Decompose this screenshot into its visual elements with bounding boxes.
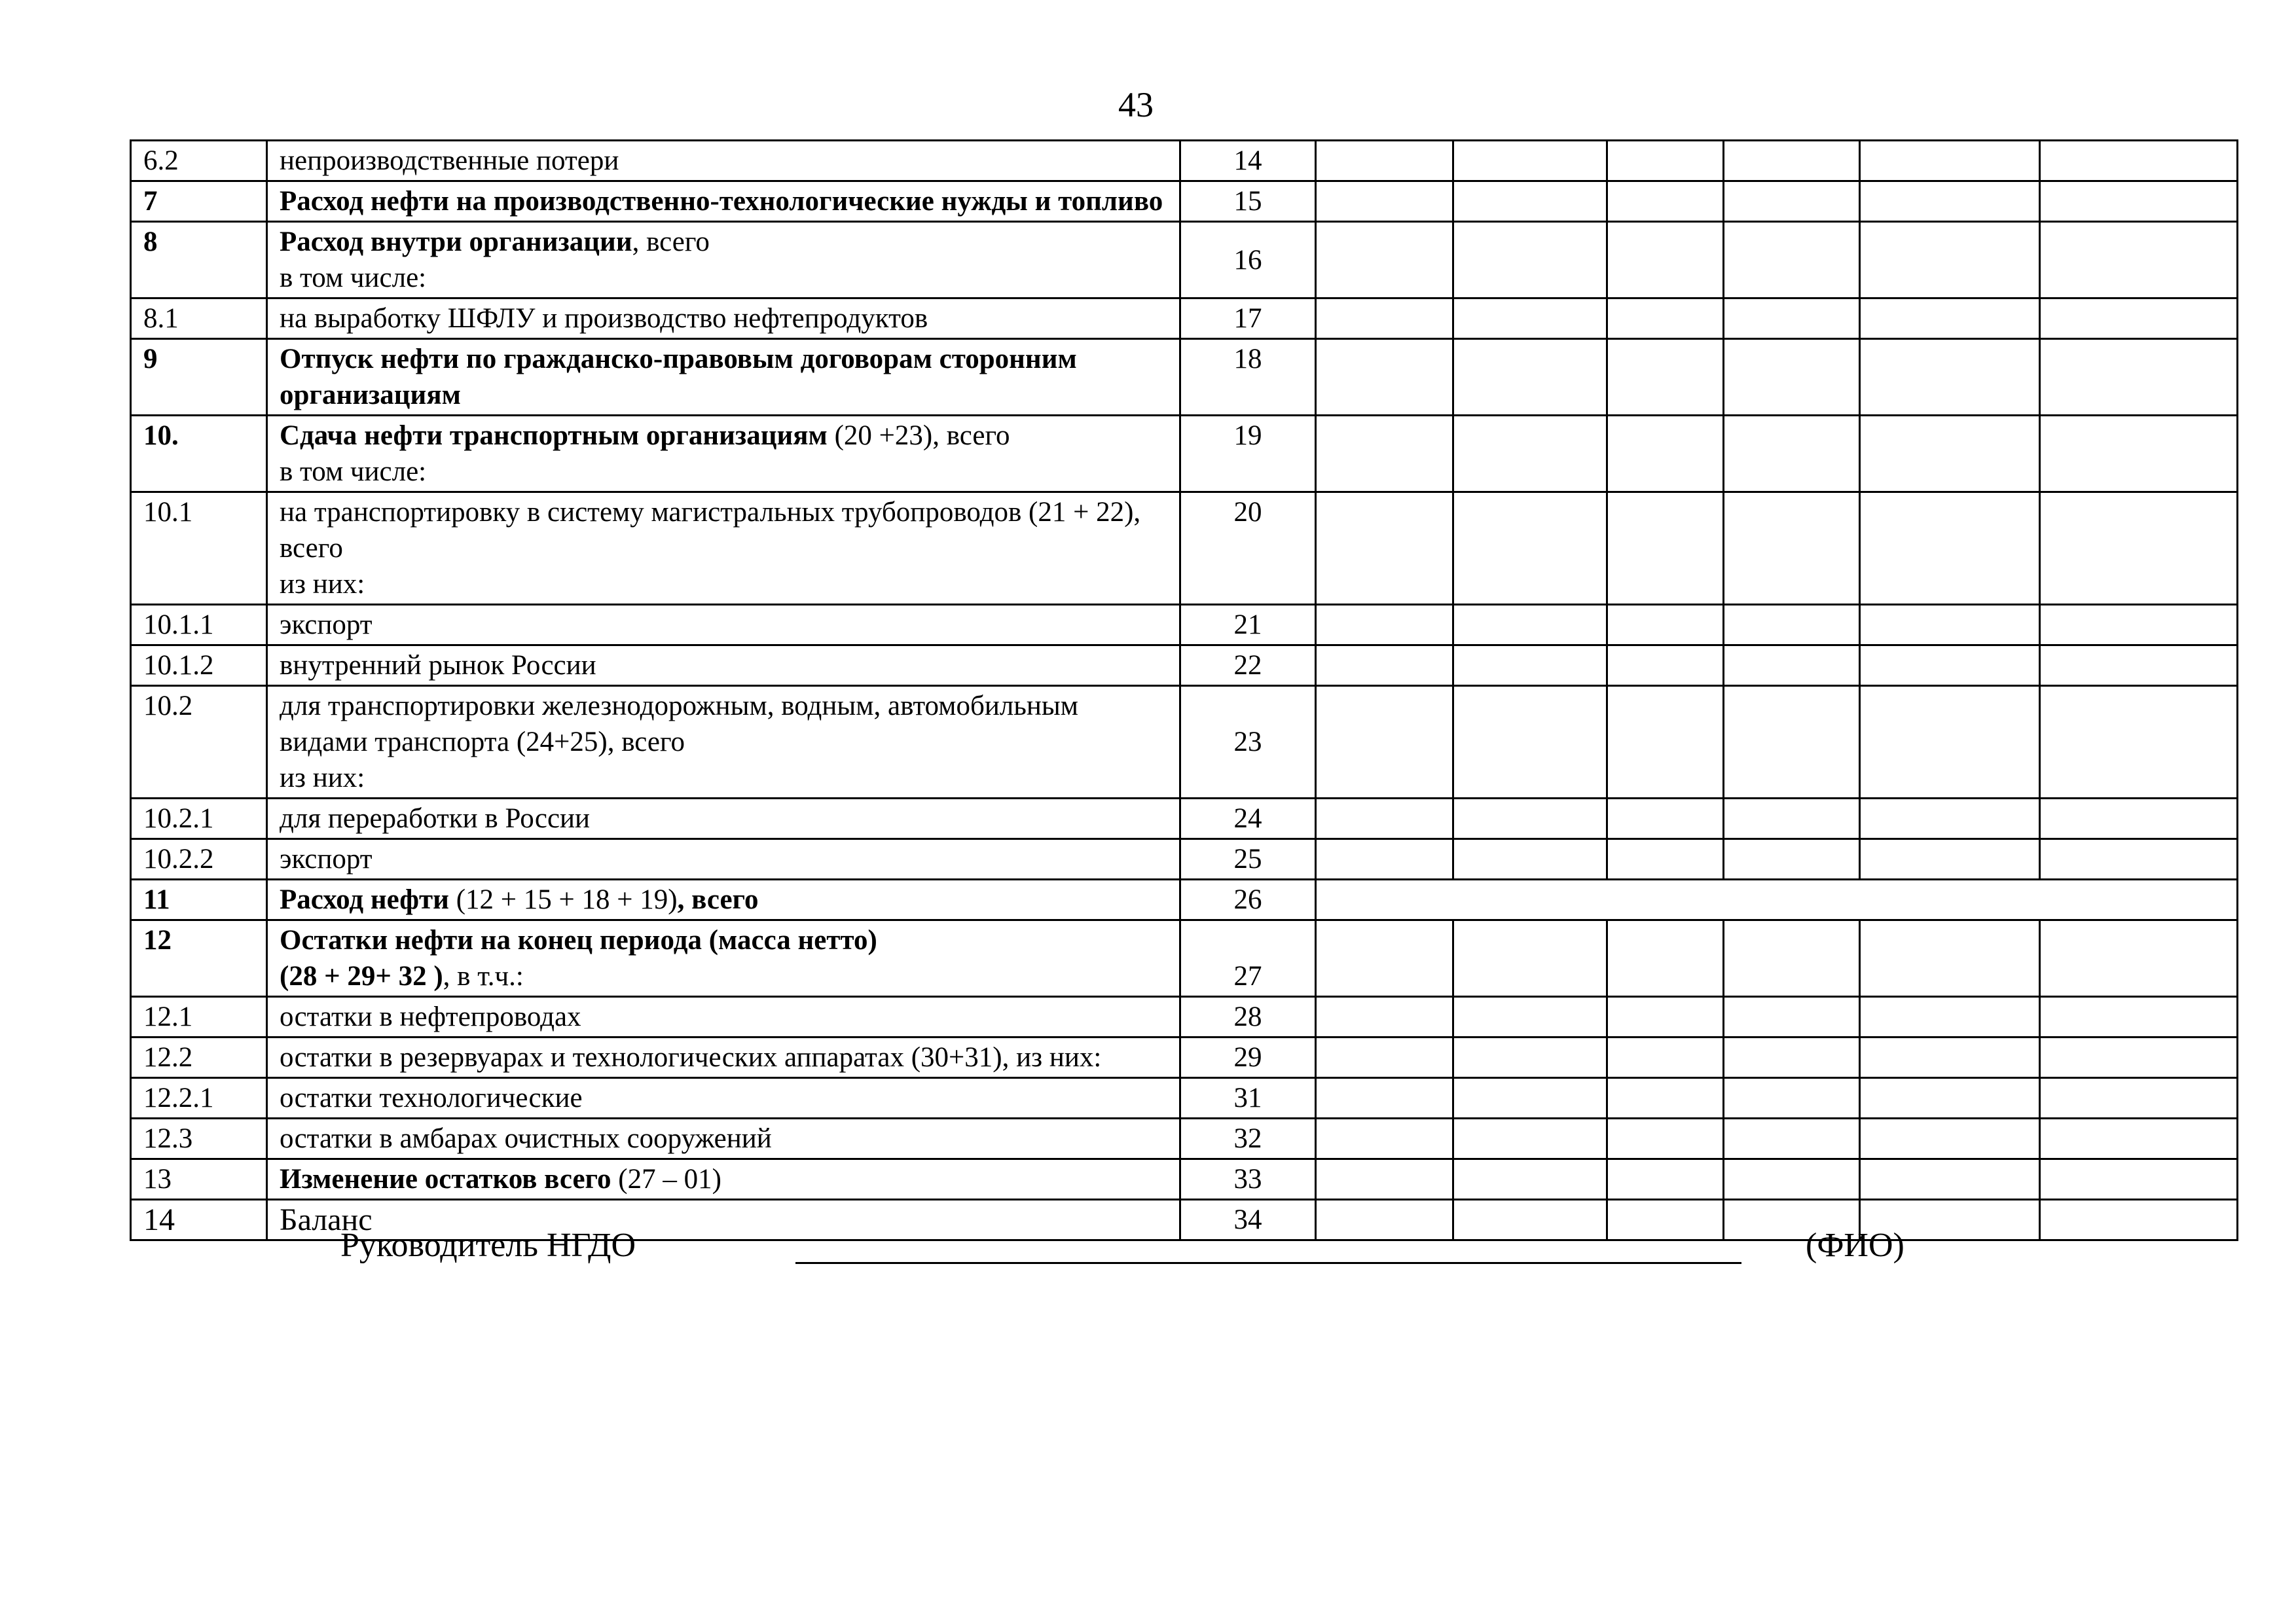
value-cell <box>1316 416 1453 492</box>
value-cell <box>1860 1078 2040 1119</box>
indicator-text: (27 – 01) <box>611 1164 721 1195</box>
row-code: 29 <box>1180 1038 1316 1078</box>
value-cell <box>1453 920 1607 997</box>
table-row <box>131 416 2238 492</box>
value-cell <box>1860 416 2040 492</box>
value-cell <box>1607 605 1724 645</box>
row-number: 10.1.1 <box>131 605 267 645</box>
value-cell <box>1860 1159 2040 1200</box>
row-number: 12.1 <box>131 997 267 1038</box>
row-indicator <box>267 686 1180 799</box>
value-cell <box>2040 645 2238 686</box>
value-cell <box>1860 1119 2040 1159</box>
value-cell <box>1316 605 1453 645</box>
row-number: 10.2 <box>131 686 267 799</box>
value-cell <box>1453 1119 1607 1159</box>
row-code: 28 <box>1180 997 1316 1038</box>
value-cell <box>1607 997 1724 1038</box>
value-cell <box>1860 605 2040 645</box>
value-cell <box>1607 1078 1724 1119</box>
value-cell <box>1453 141 1607 181</box>
value-cell <box>1724 997 1860 1038</box>
value-cell <box>1316 1200 1453 1240</box>
row-indicator <box>267 605 1180 645</box>
value-cell <box>1316 920 1453 997</box>
value-cell <box>1607 1159 1724 1200</box>
value-cell <box>2040 141 2238 181</box>
value-cell <box>1316 141 1453 181</box>
row-code: 23 <box>1180 686 1316 799</box>
indicator-text: экспорт <box>280 844 373 875</box>
indicator-text: внутренний рынок России <box>280 650 596 681</box>
value-cell <box>1607 645 1724 686</box>
value-cell <box>1316 181 1453 222</box>
value-cell <box>2040 298 2238 339</box>
indicator-text: Сдача нефти транспортным организациям <box>280 420 828 451</box>
value-cell <box>1316 1119 1453 1159</box>
row-indicator <box>267 141 1180 181</box>
row-code: 20 <box>1180 492 1316 605</box>
indicator-text: (12 + 15 + 18 + 19) <box>448 884 678 915</box>
value-cell <box>1724 686 1860 799</box>
value-cell <box>1316 339 1453 416</box>
table-row <box>131 298 2238 339</box>
row-code: 19 <box>1180 416 1316 492</box>
indicator-text: , всего <box>677 884 759 915</box>
row-indicator <box>267 920 1180 997</box>
value-cell <box>1316 222 1453 298</box>
row-number: 11 <box>131 880 267 920</box>
value-cell <box>1724 605 1860 645</box>
value-cell <box>2040 1038 2238 1078</box>
value-cell <box>1316 298 1453 339</box>
value-cell <box>1607 1200 1724 1240</box>
indicator-text: Отпуск нефти по гражданско-правовым договорам сторонним организациям <box>280 344 1077 410</box>
table-row <box>131 799 2238 839</box>
table-row <box>131 686 2238 799</box>
indicator-text: , всего <box>632 226 710 257</box>
row-indicator <box>267 880 1180 920</box>
row-code: 24 <box>1180 799 1316 839</box>
merged-empty-cell <box>1316 880 2238 920</box>
value-cell <box>2040 339 2238 416</box>
row-number: 12.2 <box>131 1038 267 1078</box>
value-cell <box>1316 997 1453 1038</box>
value-cell <box>2040 181 2238 222</box>
row-code: 15 <box>1180 181 1316 222</box>
row-number: 12.3 <box>131 1119 267 1159</box>
value-cell <box>1453 181 1607 222</box>
indicator-text: Баланс <box>280 1202 373 1237</box>
row-indicator <box>267 839 1180 880</box>
indicator-text: остатки в резервуарах и технологических аппаратах (30+31), из них: <box>280 1042 1102 1073</box>
table-row <box>131 997 2238 1038</box>
value-cell <box>1724 181 1860 222</box>
row-code: 32 <box>1180 1119 1316 1159</box>
value-cell <box>1724 339 1860 416</box>
value-cell <box>1860 839 2040 880</box>
indicator-text: Расход внутри организации <box>280 226 632 257</box>
value-cell <box>1724 141 1860 181</box>
value-cell <box>2040 416 2238 492</box>
table-row <box>131 222 2238 298</box>
value-cell <box>2040 686 2238 799</box>
value-cell <box>2040 997 2238 1038</box>
value-cell <box>1453 1159 1607 1200</box>
indicator-text: из них: <box>280 763 365 793</box>
row-code: 26 <box>1180 880 1316 920</box>
value-cell <box>1453 799 1607 839</box>
value-cell <box>1860 141 2040 181</box>
value-cell <box>2040 222 2238 298</box>
row-code: 14 <box>1180 141 1316 181</box>
indicator-text: непроизводственные потери <box>280 145 619 176</box>
value-cell <box>1453 686 1607 799</box>
row-indicator <box>267 645 1180 686</box>
row-number: 8.1 <box>131 298 267 339</box>
value-cell <box>1607 1119 1724 1159</box>
value-cell <box>1453 605 1607 645</box>
value-cell <box>1316 799 1453 839</box>
row-number: 12.2.1 <box>131 1078 267 1119</box>
page-number: 43 <box>1118 85 1154 124</box>
value-cell <box>1860 997 2040 1038</box>
value-cell <box>1316 686 1453 799</box>
indicator-text: для переработки в России <box>280 803 591 834</box>
indicator-text: остатки в нефтепроводах <box>280 1001 581 1032</box>
value-cell <box>1316 1159 1453 1200</box>
value-cell <box>1607 416 1724 492</box>
value-cell <box>1453 492 1607 605</box>
row-indicator <box>267 1078 1180 1119</box>
value-cell <box>1607 799 1724 839</box>
value-cell <box>1316 839 1453 880</box>
indicator-text: в том числе: <box>280 262 427 293</box>
value-cell <box>1860 492 2040 605</box>
value-cell <box>1607 492 1724 605</box>
indicator-text: в том числе: <box>280 456 427 487</box>
value-cell <box>1607 839 1724 880</box>
table-row <box>131 1038 2238 1078</box>
table-row <box>131 645 2238 686</box>
table-row <box>131 181 2238 222</box>
table-row <box>131 839 2238 880</box>
row-code: 31 <box>1180 1078 1316 1119</box>
value-cell <box>1860 686 2040 799</box>
row-code: 34 <box>1180 1200 1316 1240</box>
value-cell <box>1453 1200 1607 1240</box>
indicator-text: на выработку ШФЛУ и производство нефтепродуктов <box>280 303 928 334</box>
row-number: 10.1 <box>131 492 267 605</box>
row-indicator <box>267 492 1180 605</box>
value-cell <box>1860 339 2040 416</box>
signature-line <box>795 1262 1741 1264</box>
row-indicator <box>267 1159 1180 1200</box>
value-cell <box>1453 298 1607 339</box>
balance-table <box>130 139 2238 1241</box>
value-cell <box>2040 1078 2238 1119</box>
table-row <box>131 1078 2238 1119</box>
value-cell <box>1724 298 1860 339</box>
value-cell <box>1724 839 1860 880</box>
value-cell <box>1453 339 1607 416</box>
table-row <box>131 492 2238 605</box>
value-cell <box>1607 339 1724 416</box>
table-row <box>131 920 2238 997</box>
row-number: 12 <box>131 920 267 997</box>
value-cell <box>1607 686 1724 799</box>
value-cell <box>1724 1078 1860 1119</box>
row-code: 18 <box>1180 339 1316 416</box>
value-cell <box>2040 605 2238 645</box>
value-cell <box>1453 997 1607 1038</box>
value-cell <box>1453 839 1607 880</box>
row-number: 14 <box>131 1200 267 1240</box>
indicator-text: Расход нефти <box>280 884 449 915</box>
value-cell <box>1860 222 2040 298</box>
value-cell <box>1724 920 1860 997</box>
value-cell <box>1607 141 1724 181</box>
row-indicator <box>267 339 1180 416</box>
balance-table-body <box>131 141 2238 1240</box>
row-code: 21 <box>1180 605 1316 645</box>
row-indicator <box>267 298 1180 339</box>
table-row <box>131 1159 2238 1200</box>
row-code: 17 <box>1180 298 1316 339</box>
table-row <box>131 141 2238 181</box>
row-indicator <box>267 181 1180 222</box>
indicator-text: для транспортировки железнодорожным, водным, автомобильным видами транспорта (24+25), всего <box>280 691 1079 757</box>
value-cell <box>1860 181 2040 222</box>
indicator-text: Остатки нефти на конец периода (масса нетто) <box>280 925 877 956</box>
indicator-text: Изменение остатков всего <box>280 1164 611 1195</box>
row-number: 10.1.2 <box>131 645 267 686</box>
value-cell <box>1453 1078 1607 1119</box>
table-row <box>131 605 2238 645</box>
value-cell <box>1860 298 2040 339</box>
indicator-text: экспорт <box>280 609 373 640</box>
value-cell <box>1860 920 2040 997</box>
value-cell <box>1453 645 1607 686</box>
table-row <box>131 339 2238 416</box>
value-cell <box>1724 1038 1860 1078</box>
row-indicator <box>267 799 1180 839</box>
value-cell <box>2040 920 2238 997</box>
value-cell <box>1724 416 1860 492</box>
value-cell <box>1607 1038 1724 1078</box>
value-cell <box>2040 839 2238 880</box>
indicator-text: из них: <box>280 569 365 600</box>
signer-label: Руководитель НГДО <box>340 1227 636 1264</box>
indicator-text: остатки в амбарах очистных сооружений <box>280 1123 772 1154</box>
table-row <box>131 1119 2238 1159</box>
table-row <box>131 880 2238 920</box>
value-cell <box>2040 492 2238 605</box>
indicator-text: на транспортировку в систему магистральных трубопроводов (21 + 22), всего <box>280 497 1141 564</box>
value-cell <box>1607 222 1724 298</box>
value-cell <box>1724 1159 1860 1200</box>
value-cell <box>1453 222 1607 298</box>
value-cell <box>1316 492 1453 605</box>
row-number: 7 <box>131 181 267 222</box>
indicator-text: Расход нефти на производственно-технологические нужды и топливо <box>280 186 1163 217</box>
value-cell <box>1316 1078 1453 1119</box>
row-number: 10. <box>131 416 267 492</box>
value-cell <box>1724 1119 1860 1159</box>
row-number: 10.2.1 <box>131 799 267 839</box>
row-number: 10.2.2 <box>131 839 267 880</box>
row-code: 25 <box>1180 839 1316 880</box>
value-cell <box>1860 799 2040 839</box>
value-cell <box>1607 181 1724 222</box>
row-indicator <box>267 997 1180 1038</box>
indicator-text: (28 + 29+ 32 ) <box>280 961 443 992</box>
value-cell <box>1453 1038 1607 1078</box>
value-cell <box>1316 1038 1453 1078</box>
value-cell <box>2040 799 2238 839</box>
value-cell <box>1860 1038 2040 1078</box>
value-cell <box>1724 645 1860 686</box>
row-number: 13 <box>131 1159 267 1200</box>
value-cell <box>1860 645 2040 686</box>
value-cell <box>1453 416 1607 492</box>
row-code: 27 <box>1180 920 1316 997</box>
value-cell <box>1724 492 1860 605</box>
row-indicator <box>267 1038 1180 1078</box>
row-code: 33 <box>1180 1159 1316 1200</box>
value-cell <box>1724 222 1860 298</box>
value-cell <box>1607 298 1724 339</box>
value-cell <box>1724 799 1860 839</box>
row-indicator <box>267 222 1180 298</box>
value-cell <box>1316 645 1453 686</box>
indicator-text: остатки технологические <box>280 1083 583 1113</box>
row-indicator <box>267 1119 1180 1159</box>
value-cell <box>2040 1159 2238 1200</box>
row-number: 9 <box>131 339 267 416</box>
row-indicator <box>267 416 1180 492</box>
indicator-text: , в т.ч.: <box>443 961 524 992</box>
value-cell <box>2040 1200 2238 1240</box>
row-code: 16 <box>1180 222 1316 298</box>
fio-label: (ФИО) <box>1806 1227 1904 1264</box>
value-cell <box>1607 920 1724 997</box>
row-number: 8 <box>131 222 267 298</box>
indicator-text: (20 +23), всего <box>827 420 1010 451</box>
row-number: 6.2 <box>131 141 267 181</box>
row-code: 22 <box>1180 645 1316 686</box>
value-cell <box>2040 1119 2238 1159</box>
